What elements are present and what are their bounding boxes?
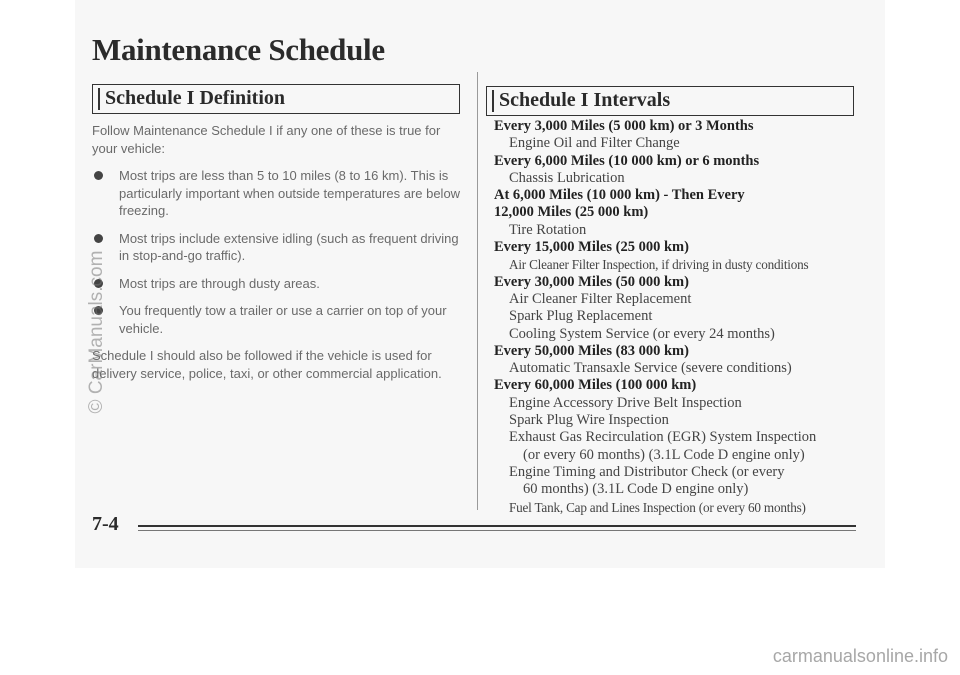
bullet-icon <box>94 171 103 180</box>
schedule-intervals-heading: Schedule I Intervals <box>486 86 854 116</box>
list-item: Most trips include extensive idling (such as frequent driving in stop-and-go traffic). <box>92 230 462 265</box>
interval-heading: Every 60,000 Miles (100 000 km) <box>494 377 697 394</box>
list-item: Most trips are through dusty areas. <box>92 275 462 293</box>
service-item: Automatic Transaxle Service (severe conditions) <box>509 360 792 377</box>
service-item: Fuel Tank, Cap and Lines Inspection (or every 60 months) <box>509 499 806 515</box>
service-item-note: 60 months) (3.1L Code D engine only) <box>523 481 749 498</box>
service-item: Exhaust Gas Recirculation (EGR) System Inspection <box>509 429 817 446</box>
footer-rule <box>138 525 856 527</box>
service-item: Engine Oil and Filter Change <box>509 135 680 152</box>
list-item: You frequently tow a trailer or use a carrier on top of your vehicle. <box>92 302 462 337</box>
bullet-icon <box>94 234 103 243</box>
schedule-definition-heading: Schedule I Definition <box>92 84 460 114</box>
service-item: Spark Plug Wire Inspection <box>509 412 669 429</box>
bottom-watermark: carmanualsonline.info <box>772 646 948 666</box>
page-title: Maintenance Schedule <box>92 32 385 67</box>
definition-intro: Follow Maintenance Schedule I if any one of these is true for your vehicle: <box>92 123 441 156</box>
service-item: Spark Plug Replacement <box>509 308 653 325</box>
service-item: Tire Rotation <box>509 221 587 238</box>
service-item: Engine Timing and Distributor Check (or every <box>509 463 785 480</box>
definition-closing: Schedule I should also be followed if the vehicle is used for delivery service, police, taxi, or other commercial application. <box>92 348 442 381</box>
footer-rule-thin <box>138 530 856 531</box>
interval-heading: Every 50,000 Miles (83 000 km) <box>494 342 689 359</box>
service-item: Air Cleaner Filter Inspection, if driving in dusty conditions <box>509 257 809 273</box>
service-item: Chassis Lubrication <box>509 169 625 186</box>
side-watermark: © CarManuals.com <box>86 250 107 414</box>
interval-heading: Every 6,000 Miles (10 000 km) or 6 months <box>494 152 760 169</box>
interval-heading-continued: 12,000 Miles (25 000 km) <box>494 204 649 221</box>
schedule-intervals-section <box>494 118 874 516</box>
condition-list <box>92 167 462 337</box>
column-divider <box>477 72 478 510</box>
service-item: Air Cleaner Filter Replacement <box>509 290 692 307</box>
list-item: Most trips are less than 5 to 10 miles (8 to 16 km). This is particularly important when outside temperatures are below freezing. <box>92 167 462 220</box>
schedule-definition-section <box>92 122 462 392</box>
interval-heading: At 6,000 Miles (10 000 km) - Then Every <box>494 187 745 204</box>
service-item: Engine Accessory Drive Belt Inspection <box>509 394 742 411</box>
interval-heading: Every 30,000 Miles (50 000 km) <box>494 273 689 290</box>
service-item-note: (or every 60 months) (3.1L Code D engine only) <box>523 446 805 463</box>
service-item: Cooling System Service (or every 24 months) <box>509 325 775 342</box>
interval-heading: Every 15,000 Miles (25 000 km) <box>494 239 689 256</box>
page-number: 7-4 <box>92 513 119 535</box>
interval-heading: Every 3,000 Miles (5 000 km) or 3 Months <box>494 118 754 134</box>
